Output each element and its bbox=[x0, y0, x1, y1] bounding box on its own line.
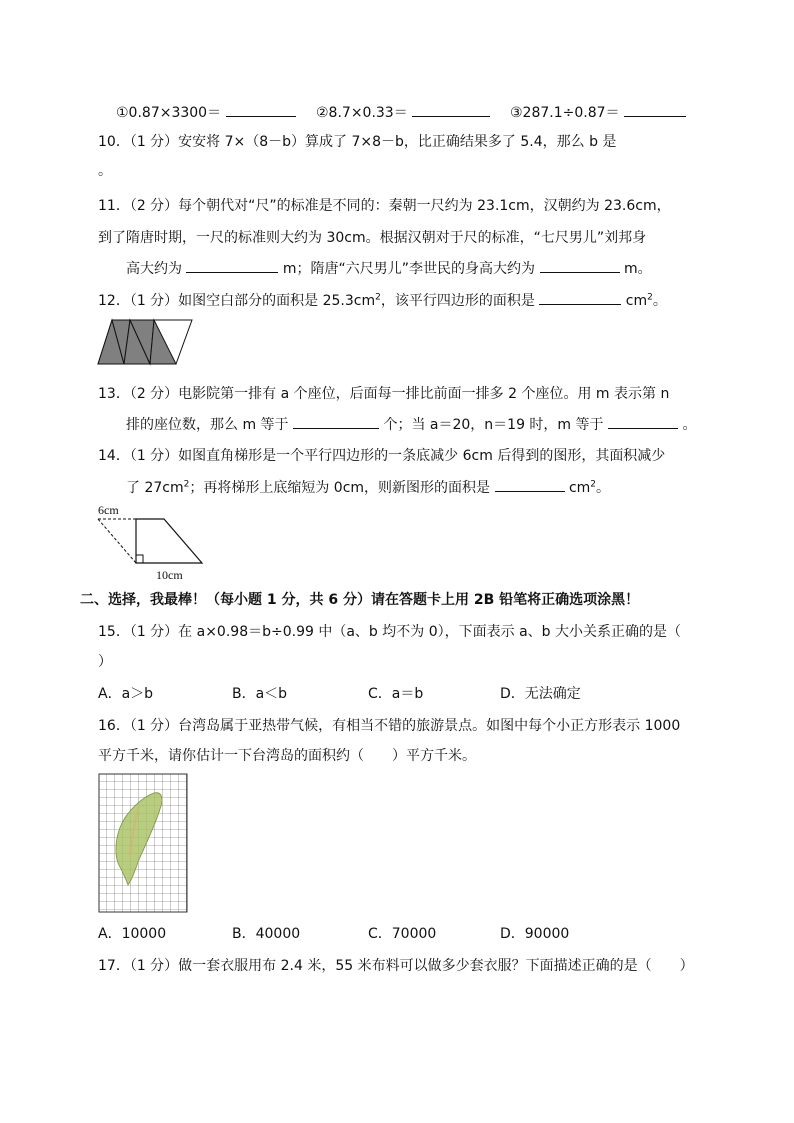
q13-blank-1[interactable] bbox=[293, 414, 379, 429]
q13-line2-text-b: 个；当 a＝20，n＝19 时，m 等于 bbox=[383, 417, 604, 433]
q9-part2 bbox=[316, 102, 490, 123]
q9-part2-blank[interactable] bbox=[412, 102, 490, 117]
q13-line2-text-c: 。 bbox=[682, 417, 697, 433]
q14-blank[interactable] bbox=[495, 477, 565, 492]
q9-part2-text: ②8.7×0.33＝ bbox=[316, 105, 408, 121]
q12-sup1: 2 bbox=[375, 292, 381, 303]
q12-line bbox=[98, 290, 667, 311]
q15-option-c[interactable]: C．a＝b bbox=[368, 686, 424, 702]
q14-dashed-side bbox=[98, 519, 136, 563]
q14-line1: 14．（1 分）如图直角梯形是一个平行四边形的一条底减少 6cm 后得到的图形，其面积减少 bbox=[98, 448, 666, 464]
q12-sup2: 2 bbox=[647, 292, 653, 303]
section2-title: 二、选择，我最棒！（每小题 1 分，共 6 分）请在答题卡上用 2B 铅笔将正确选项涂黑！ bbox=[80, 592, 640, 608]
q16-option-a[interactable]: A．10000 bbox=[98, 926, 167, 942]
q14-line2-text-b: ；再将梯形上底缩短为 0cm，则新图形的面积是 bbox=[189, 480, 491, 496]
q14-right-angle-mark bbox=[136, 555, 143, 563]
q15-line1: 15．（1 分）在 a×0.98＝b÷0.99 中（a、b 均不为 0），下面表示 a、b 大小关系正确的是（ bbox=[98, 624, 681, 640]
q14-fig-bottom-label: 10cm bbox=[156, 568, 183, 582]
q16-option-c[interactable]: C．70000 bbox=[368, 926, 437, 942]
q11-line1: 11．（2 分）每个朝代对“尺”的标准是不同的：秦朝一尺约为 23.1cm，汉朝约为 23.6cm， bbox=[98, 198, 671, 214]
q12-parallelogram-figure bbox=[96, 318, 194, 368]
q9-part1 bbox=[116, 102, 296, 123]
q11-blank-2[interactable] bbox=[540, 258, 620, 273]
q12-unit: cm bbox=[625, 293, 648, 309]
q15-option-d[interactable]: D．无法确定 bbox=[500, 686, 581, 702]
q9-part3 bbox=[510, 102, 686, 123]
q12-end: 。 bbox=[652, 293, 667, 309]
q15-option-a[interactable]: A．a＞b bbox=[98, 686, 154, 702]
q14-sup2: 2 bbox=[590, 479, 597, 490]
q14-sup1: 2 bbox=[183, 479, 190, 490]
q9-part1-text: ①0.87×3300＝ bbox=[116, 105, 222, 121]
q11-line3-text-b: m；隋唐“六尺男儿”李世民的身高大约为 bbox=[282, 261, 536, 277]
q16-line1: 16．（1 分）台湾岛属于亚热带气候，有相当不错的旅游景点。如图中每个小正方形表示 1000 bbox=[98, 718, 681, 734]
q11-blank-1[interactable] bbox=[186, 258, 278, 273]
q16-option-b[interactable]: B．40000 bbox=[232, 926, 301, 942]
q14-unit: cm bbox=[568, 480, 591, 496]
q16-taiwan-grid-figure bbox=[98, 773, 188, 913]
q17-line1: 17．（1 分）做一套衣服用布 2.4 米，55 米布料可以做多少套衣服？下面描述正确的是（ ） bbox=[98, 958, 694, 974]
q14-end: 。 bbox=[596, 480, 611, 496]
q10-line2: 。 bbox=[98, 163, 112, 179]
q10-line1: 10．（1 分）安安将 7×（8－b）算成了 7×8－b，比正确结果多了 5.4，那么 b 是 bbox=[98, 134, 617, 150]
q14-trapezoid-figure bbox=[92, 503, 208, 583]
q11-line3-text-a: 高大约为 bbox=[126, 261, 182, 277]
q15-option-b[interactable]: B．a＜b bbox=[232, 686, 288, 702]
q9-part3-blank[interactable] bbox=[624, 102, 686, 117]
q11-line3-text-c: m。 bbox=[623, 261, 652, 277]
q11-line2: 到了隋唐时期，一尺的标准则大约为 30cm。根据汉朝对于尺的标准，“七尺男儿”刘邦身 bbox=[98, 230, 647, 246]
q14-line2-text-a: 了 27cm bbox=[126, 480, 184, 496]
q12-text-b: ，该平行四边形的面积是 bbox=[380, 293, 535, 309]
q16-line2: 平方千米，请你估计一下台湾岛的面积约（ ）平方千米。 bbox=[98, 748, 476, 764]
q11-line3 bbox=[126, 258, 652, 279]
q9-part1-blank[interactable] bbox=[226, 102, 296, 117]
q12-text-a: 12．（1 分）如图空白部分的面积是 25.3cm bbox=[98, 293, 376, 309]
q14-trapezoid bbox=[136, 519, 202, 563]
q14-fig-top-label: 6cm bbox=[98, 503, 119, 517]
q13-line2 bbox=[126, 414, 696, 435]
q16-option-d[interactable]: D．90000 bbox=[500, 926, 570, 942]
q9-part3-text: ③287.1÷0.87＝ bbox=[510, 105, 620, 121]
q13-blank-2[interactable] bbox=[608, 414, 678, 429]
q13-line1: 13．（2 分）电影院第一排有 a 个座位，后面每一排比前面一排多 2 个座位。用 m 表示第 n bbox=[98, 386, 670, 402]
q12-blank[interactable] bbox=[539, 290, 621, 305]
q13-line2-text-a: 排的座位数，那么 m 等于 bbox=[126, 417, 289, 433]
q14-line2 bbox=[126, 477, 610, 498]
q15-line2: ） bbox=[98, 654, 112, 670]
